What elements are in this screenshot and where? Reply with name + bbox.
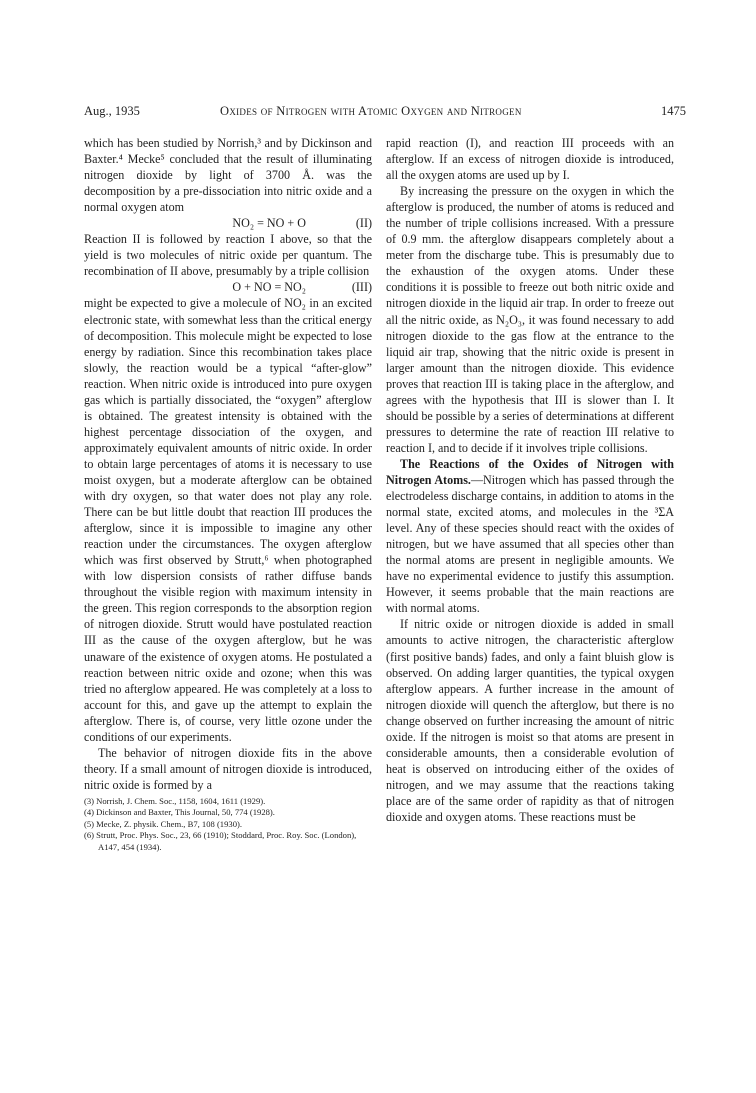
section-text: —Nitrogen which has passed through the electrodeless discharge contains, in addition to atoms in the normal state, excited atoms, and molecules in the ³ΣA level. Any of these species should react with the oxides of nitrogen, but we have assumed that all species other than the normal atoms are present in negligible amounts. We have no experimental evidence to justify this assumption. However, it seems probable that the main reactions are with normal atoms. bbox=[386, 472, 674, 616]
right-column bbox=[386, 135, 674, 825]
equation-iii bbox=[84, 279, 372, 295]
paragraph: might be expected to give a molecule of NO₂ in an excited electronic state, with somewhat less than the critical energy of decomposition. This molecule might be expected to lose energy by radiation. Since this recombination takes place slowly, the reaction would be a typical “after-glow” reaction. When nitric oxide is introduced into pure oxygen gas which is partially dissociated, the “oxygen” afterglow is obtained. The greatest intensity is obtained with the highest percentage dissociation of the oxygen, and approximately equivalent amounts of nitric oxide. In order to obtain large percentages of atoms it is necessary to use moist oxygen, but a moderate afterglow can be obtained with dry oxygen, so that water does not play any role. There can be but little doubt that reaction III produces the afterglow, since it is impossible to imagine any other reaction under the circumstances. The oxygen afterglow which was first observed by Strutt,⁶ when photographed with low dispersion consists of rather diffuse bands throughout the visible region with maximum intensity in the green. This region corresponds to the absorption region of nitrogen dioxide. Strutt would have postulated reaction III as the cause of the oxygen afterglow, but he was unaware of the existence of oxygen atoms. He postulated a reaction between nitric oxide and ozone; when this was tried no afterglow appeared. He was completely at a loss to account for this, and gave up the attempt to explain the afterglow. There is, of course, very little ozone under the conditions of our experiments. bbox=[84, 296, 372, 744]
header-date: Aug., 1935 bbox=[84, 104, 140, 118]
page-number: 1475 bbox=[661, 104, 686, 118]
footnote: (4) Dickinson and Baxter, This Journal, 50, 774 (1928). bbox=[84, 807, 275, 818]
equation-label: (III) bbox=[351, 280, 372, 295]
section-heading: The Reactions of the Oxides of Nitrogen with Nitrogen Atoms. bbox=[386, 456, 674, 487]
running-header bbox=[84, 104, 686, 120]
footnote: (6) Strutt, Proc. Phys. Soc., 23, 66 (1910); Stoddard, Proc. Roy. Soc. (London), A147, 454 (1934). bbox=[84, 830, 357, 852]
paragraph: The behavior of nitrogen dioxide fits in the above theory. If a small amount of nitrogen dioxide is introduced, nitric oxide is formed by a bbox=[84, 745, 372, 792]
left-column bbox=[84, 135, 372, 853]
paragraph: If nitric oxide or nitrogen dioxide is added in small amounts to active nitrogen, the characteristic afterglow (first positive bands) fades, and only a faint bluish glow is observed. On adding larger quantities, the typical oxygen afterglow appears. A further increase in the amount of nitrogen dioxide will quench the afterglow, but there is no change observed on further increasing the amount of nitric oxide. If the nitrogen is moist so that atoms are present in considerable amounts, then a considerable evolution of heat is observed on introducing either of the oxides of nitrogen, and we may assume that the reactions taking place are of the same order of rapidity as that of nitrogen dioxide and oxygen atoms. These reactions must be bbox=[386, 617, 674, 824]
footnote: (3) Norrish, J. Chem. Soc., 1158, 1604, 1611 (1929). bbox=[84, 795, 266, 806]
equation-formula: O + NO = NO₂ bbox=[232, 280, 306, 295]
footnote: (5) Mecke, Z. physik. Chem., B7, 108 (1930). bbox=[84, 818, 243, 829]
paragraph: rapid reaction (I), and reaction III proceeds with an afterglow. If an excess of nitrogen dioxide is introduced, all the oxygen atoms are used up by I. bbox=[386, 136, 674, 183]
paragraph: Reaction II is followed by reaction I above, so that the yield is two molecules of nitric oxide per quantum. The recombination of II above, presumably by a triple collision bbox=[84, 232, 372, 279]
header-title: Oxides of Nitrogen with Atomic Oxygen and Nitrogen bbox=[220, 104, 522, 118]
paragraph: By increasing the pressure on the oxygen in which the afterglow is produced, the number of atoms is reduced and the number of triple collisions increased. With a pressure of 0.9 mm. the afterglow disappears completely about a meter from the discharge tube. This is presumably due to the exhaustion of the oxygen atoms. Under these conditions it is possible to freeze out both nitric oxide and nitrogen dioxide in the liquid air trap. In order to freeze out all the nitric oxide, as N₂O₃, it was found necessary to add nitrogen dioxide to the gas flow at the entrance to the liquid air trap, showing that the nitric oxide is present in larger amount than the nitrogen dioxide. This evidence proves that reaction III is taking place in the afterglow, and agrees with the hypothesis that III is slower than I. It should be possible by a series of determinations at different pressures to determine the rate of reaction III relative to reaction I, and to decide if it involves triple collisions. bbox=[386, 184, 674, 455]
equation-ii bbox=[84, 215, 372, 231]
equation-label: (II) bbox=[355, 216, 372, 231]
footnotes bbox=[84, 796, 372, 854]
paragraph: which has been studied by Norrish,³ and by Dickinson and Baxter.⁴ Mecke⁵ concluded that the result of illuminating nitrogen dioxide by light of 3700 Å. was the decomposition by a pre-dissociation into nitric oxide and a normal oxygen atom bbox=[84, 136, 372, 215]
equation-formula: NO₂ = NO + O bbox=[232, 216, 306, 231]
section-paragraph bbox=[386, 456, 674, 616]
